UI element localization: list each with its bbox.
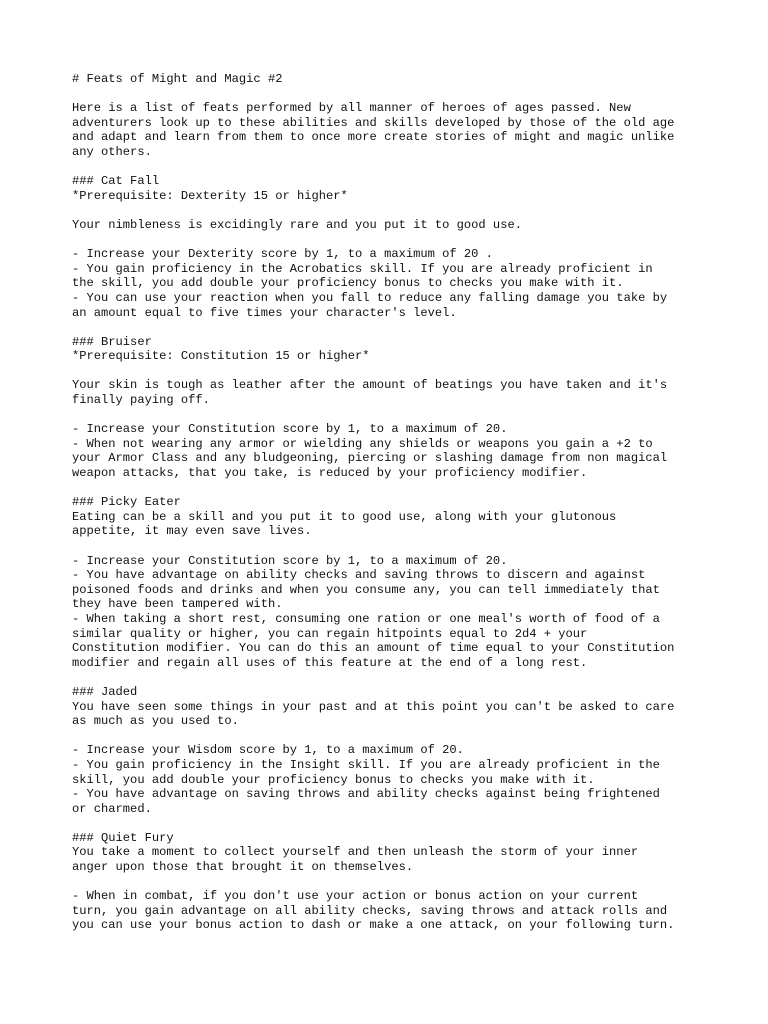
text-line: similar quality or higher, you can regain hitpoints equal to 2d4 + your	[72, 626, 588, 641]
text-line: poisoned foods and drinks and when you consume any, you can tell immediately that	[72, 582, 660, 597]
text-line: - When taking a short rest, consuming one ration or one meal's worth of food of a	[72, 611, 660, 626]
text-line: - Increase your Constitution score by 1, to a maximum of 20.	[72, 422, 508, 437]
blank-line	[72, 203, 702, 218]
blank-line	[72, 539, 702, 554]
blank-line	[72, 408, 702, 423]
text-line: they have been tampered with.	[72, 597, 283, 612]
text-line: *Prerequisite: Dexterity 15 or higher*	[72, 188, 348, 203]
text-line: - When in combat, if you don't use your action or bonus action on your current	[72, 889, 639, 904]
text-line: ### Picky Eater	[72, 495, 181, 510]
text-line: You have seen some things in your past and at this point you can't be asked to care	[72, 699, 675, 714]
text-line: any others.	[72, 144, 152, 159]
text-line: - Increase your Wisdom score by 1, to a maximum of 20.	[72, 743, 464, 758]
text-line: an amount equal to five times your character's level.	[72, 305, 457, 320]
blank-line	[72, 87, 702, 102]
text-line: - You have advantage on saving throws and ability checks against being frightened	[72, 787, 660, 802]
text-line: - You gain proficiency in the Insight skill. If you are already proficient in the	[72, 757, 660, 772]
document-text	[72, 72, 702, 933]
text-line: Your nimbleness is excidingly rare and you put it to good use.	[72, 217, 522, 232]
blank-line	[72, 320, 702, 335]
text-line: finally paying off.	[72, 393, 210, 408]
text-line: - Increase your Constitution score by 1, to a maximum of 20.	[72, 553, 508, 568]
text-line: - Increase your Dexterity score by 1, to a maximum of 20 .	[72, 247, 493, 262]
blank-line	[72, 160, 702, 175]
text-line: your Armor Class and any bludgeoning, piercing or slashing damage from non magical	[72, 451, 668, 466]
text-line: You take a moment to collect yourself and then unleash the storm of your inner	[72, 845, 639, 860]
text-line: ### Bruiser	[72, 334, 152, 349]
text-line: Here is a list of feats performed by all manner of heroes of ages passed. New	[72, 101, 631, 116]
blank-line	[72, 816, 702, 831]
blank-line	[72, 670, 702, 685]
text-line: Eating can be a skill and you put it to good use, along with your glutonous	[72, 509, 617, 524]
text-line: and adapt and learn from them to once more create stories of might and magic unlike	[72, 130, 675, 145]
text-line: # Feats of Might and Magic #2	[72, 72, 283, 86]
text-line: or charmed.	[72, 801, 152, 816]
text-line: the skill, you add double your proficiency bonus to checks you make with it.	[72, 276, 624, 291]
text-line: anger upon those that brought it on themselves.	[72, 860, 414, 875]
text-line: skill, you add double your proficiency bonus to checks you make with it.	[72, 772, 595, 787]
text-line: *Prerequisite: Constitution 15 or higher*	[72, 349, 370, 364]
text-line: Your skin is tough as leather after the amount of beatings you have taken and it's	[72, 378, 668, 393]
text-line: modifier and regain all uses of this feature at the end of a long rest.	[72, 655, 588, 670]
text-line: - You gain proficiency in the Acrobatics skill. If you are already proficient in	[72, 261, 653, 276]
text-line: as much as you used to.	[72, 714, 239, 729]
blank-line	[72, 233, 702, 248]
text-line: adventurers look up to these abilities and skills developed by those of the old age	[72, 115, 675, 130]
text-line: ### Cat Fall	[72, 174, 160, 189]
text-line: - When not wearing any armor or wielding any shields or weapons you gain a +2 to	[72, 436, 653, 451]
text-line: you can use your bonus action to dash or make a one attack, on your following turn.	[72, 918, 675, 933]
text-line: ### Jaded	[72, 684, 138, 699]
text-line: ### Quiet Fury	[72, 830, 174, 845]
text-line: Constitution modifier. You can do this an amount of time equal to your Constitution	[72, 641, 675, 656]
blank-line	[72, 364, 702, 379]
text-line: turn, you gain advantage on all ability checks, saving throws and attack rolls and	[72, 903, 668, 918]
blank-line	[72, 481, 702, 496]
text-line: weapon attacks, that you take, is reduced by your proficiency modifier.	[72, 466, 588, 481]
text-line: - You have advantage on ability checks and saving throws to discern and against	[72, 568, 646, 583]
blank-line	[72, 875, 702, 890]
text-line: appetite, it may even save lives.	[72, 524, 312, 539]
text-line: - You can use your reaction when you fall to reduce any falling damage you take by	[72, 290, 668, 305]
blank-line	[72, 729, 702, 744]
